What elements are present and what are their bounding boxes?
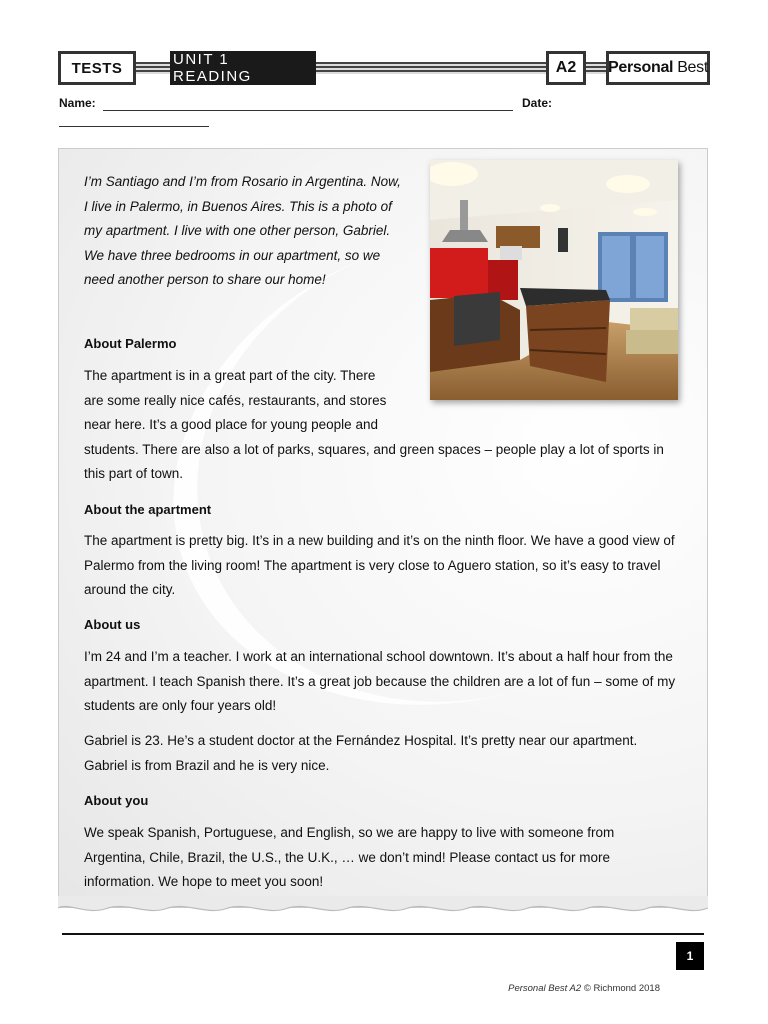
- tests-label: TESTS: [58, 51, 136, 85]
- name-field[interactable]: [103, 110, 513, 111]
- heading-about-palermo: About Palermo: [84, 336, 177, 351]
- name-label: Name:: [59, 96, 96, 110]
- intro-paragraph: I’m Santiago and I’m from Rosario in Argentina. Now, I live in Palermo, in Buenos Aires. This is a photo of my apartment. I live with one other person, Gabriel. We have three bedrooms in our apartment, so we need another person to share our home!: [84, 174, 401, 287]
- about-you-paragraph: We speak Spanish, Portuguese, and English, so we are happy to live with someone from Argentina, Chile, Brazil, the U.S., the U.K., … we don’t mind! Please contact us for more information. We hope to meet you soon!: [84, 825, 615, 889]
- worksheet-header: [58, 51, 710, 85]
- brand-bold: Personal: [608, 59, 674, 76]
- brand-logo: [606, 51, 710, 85]
- card-wave-edge: [58, 896, 708, 920]
- about-us-paragraph-2: Gabriel is 23. He’s a student doctor at the Fernández Hospital. It’s pretty near our apartment. Gabriel is from Brazil and he is very nice.: [84, 733, 638, 773]
- heading-about-us: About us: [84, 617, 141, 632]
- date-label: Date:: [522, 96, 553, 110]
- date-field[interactable]: [59, 126, 209, 127]
- footer-book-title: Personal Best A2: [508, 983, 582, 994]
- apartment-paragraph: The apartment is pretty big. It’s in a new building and it’s on the ninth floor. We have a good view of Palermo from the living room! The apartment is very close to Aguero station, so it’s easy to travel around the city.: [84, 533, 675, 597]
- heading-about-the-apartment: About the apartment: [84, 502, 212, 517]
- about-us-paragraph-1: I’m 24 and I’m a teacher. I work at an international school downtown. It’s about a half hour from the apartment. I teach Spanish there. It’s a great job because the children are a lot of fun – some of my students are only four years old!: [84, 649, 676, 713]
- level-badge: A2: [546, 51, 586, 85]
- unit-title: UNIT 1 READING: [170, 51, 316, 85]
- footer-rule: [62, 933, 704, 935]
- palermo-paragraph: [84, 364, 678, 487]
- heading-about-you: About you: [84, 793, 149, 808]
- footer-copyright: [490, 983, 660, 994]
- footer-publisher: © Richmond 2018: [583, 983, 660, 994]
- palermo-text: The apartment is in a great part of the city. There are some really nice cafés, restaurants, and stores near here. It’s a good place for young people and students. There are also a lot of parks, squares, and green spaces – people play a lot of sports in this part of town.: [84, 368, 664, 481]
- brand-light: Best: [677, 59, 709, 76]
- photo-wrap-spacer: [396, 364, 678, 434]
- page-number: 1: [676, 942, 704, 970]
